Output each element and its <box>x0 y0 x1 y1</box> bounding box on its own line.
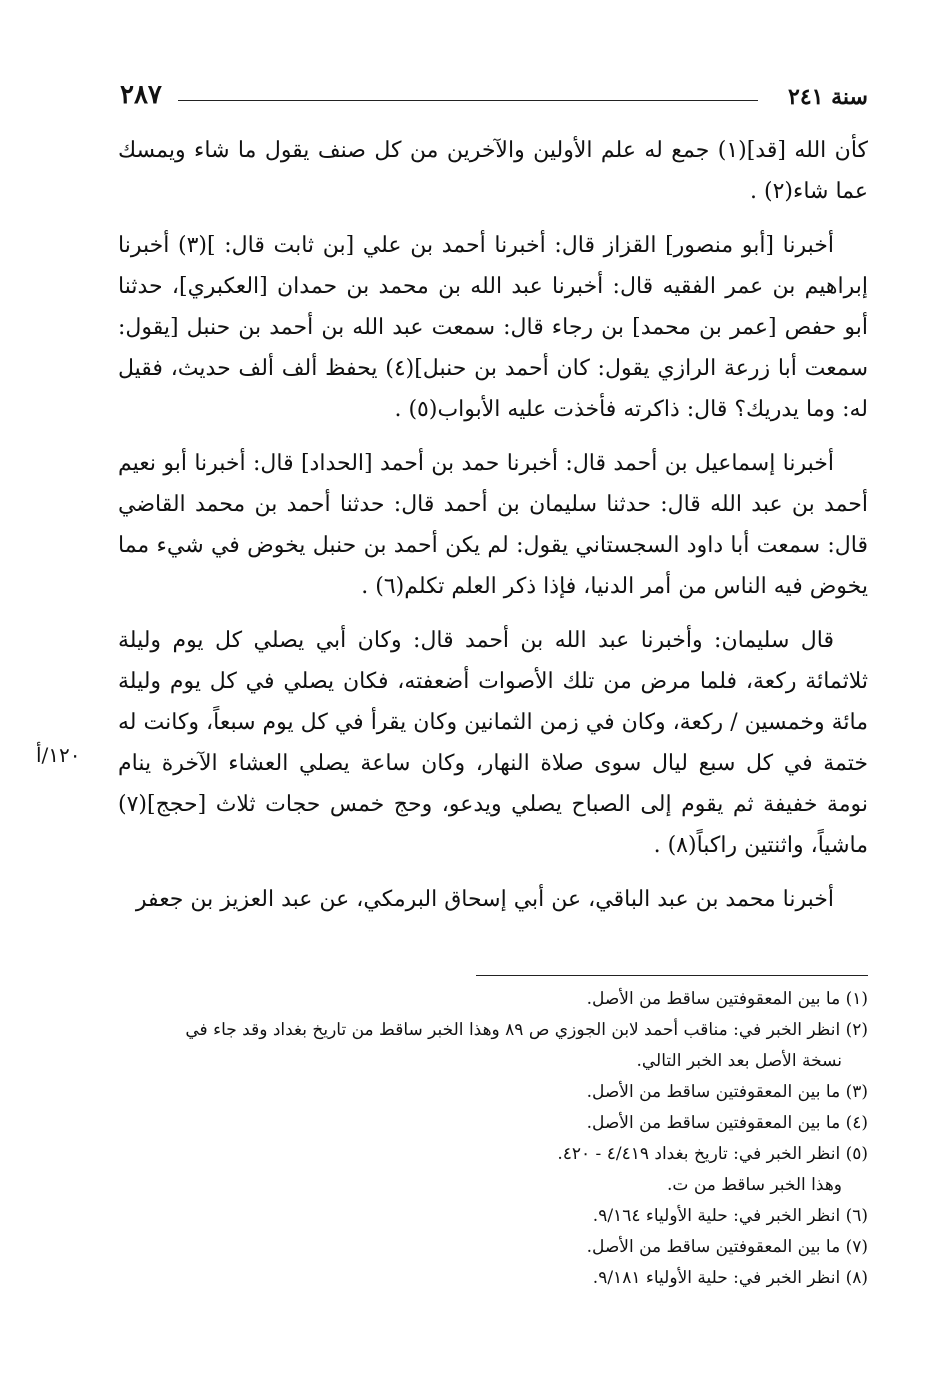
paragraph-1: كأن الله [قد](١) جمع له علم الأولين والآخرين من كل صنف يقول ما شاء ويمسك عما شاء(٢) . <box>118 138 868 204</box>
footnote-2-continued: نسخة الأصل بعد الخبر التالي. <box>636 1051 842 1071</box>
manuscript-folio-note: ١٢٠/أ <box>36 743 81 767</box>
paragraph-4: قال سليمان: وأخبرنا عبد الله بن أحمد قال: وكان أبي يصلي كل يوم وليلة ثلاثمائة ركعة، فلما مرض من تلك الأصوات أضعفته، فكان يصلي في كل يوم وليلة مائة وخمسين / ركعة، وكان في زمن الثمانين وكان يقرأ في كل يوم سبعاً، وكانت له ختمة في كل سبع ليال سوى صلاة النهار، وكان ساعة يصلي العشاء الآخرة ينام نومة خفيفة ثم يقوم إلى الصباح يصلي ويدعو، وحج خمس حجات ثلاث [حجج](٧) ماشياً، واثنتين راكباً(٨) . <box>118 628 868 858</box>
footnote-5: (٥) انظر الخبر في: تاريخ بغداد ٤/٤١٩ - ٤٢٠. <box>557 1144 868 1164</box>
page-header <box>120 78 868 118</box>
main-text <box>118 130 868 933</box>
paragraph-3: أخبرنا إسماعيل بن أحمد قال: أخبرنا حمد بن أحمد [الحداد] قال: أخبرنا أبو نعيم أحمد بن عبد الله قال: حدثنا سليمان بن أحمد قال: حدثنا أحمد بن محمد القاضي قال: سمعت أبا داود السجستاني يقول: لم يكن أحمد بن حنبل يخوض في شيء مما يخوض فيه الناس من أمر الدنيا، فإذا ذكر العلم تكلم(٦) . <box>118 451 868 599</box>
footnote-6: (٦) انظر الخبر في: حلية الأولياء ٩/١٦٤. <box>592 1206 868 1226</box>
paragraph-2: أخبرنا [أبو منصور] القزاز قال: أخبرنا أحمد بن علي [بن ثابت قال: ](٣) أخبرنا إبراهيم بن عمر الفقيه قال: أخبرنا عبد الله بن محمد بن حمدان [العكبري]، حدثنا أبو حفص [عمر بن محمد] بن رجاء قال: سمعت عبد الله بن أحمد بن حنبل [يقول: سمعت أبا زرعة الرازي يقول: كان أحمد بن حنبل](٤) يحفظ ألف ألف حديث، فقيل له: وما يدريك؟ قال: ذاكرته فأخذت عليه الأبواب(٥) . <box>118 233 868 422</box>
page-number: ٢٨٧ <box>120 80 162 110</box>
footnote-4: (٤) ما بين المعقوفتين ساقط من الأصل. <box>586 1113 868 1133</box>
footnote-3: (٣) ما بين المعقوفتين ساقط من الأصل. <box>586 1082 868 1102</box>
header-rule <box>178 100 758 101</box>
footnote-7: (٧) ما بين المعقوفتين ساقط من الأصل. <box>586 1237 868 1257</box>
running-head-year: سنة ٢٤١ <box>788 84 868 110</box>
footnote-8: (٨) انظر الخبر في: حلية الأولياء ٩/١٨١. <box>592 1268 868 1288</box>
footnote-5-continued: وهذا الخبر ساقط من ت. <box>667 1175 842 1195</box>
paragraph-5: أخبرنا محمد بن عبد الباقي، عن أبي إسحاق البرمكي، عن عبد العزيز بن جعفر <box>135 887 834 912</box>
footnote-2: (٢) انظر الخبر في: مناقب أحمد لابن الجوزي ص ٨٩ وهذا الخبر ساقط من تاريخ بغداد وقد جاء في <box>185 1020 868 1040</box>
footnotes <box>118 984 868 1294</box>
footnote-1: (١) ما بين المعقوفتين ساقط من الأصل. <box>586 989 868 1009</box>
footnote-rule <box>476 975 868 976</box>
